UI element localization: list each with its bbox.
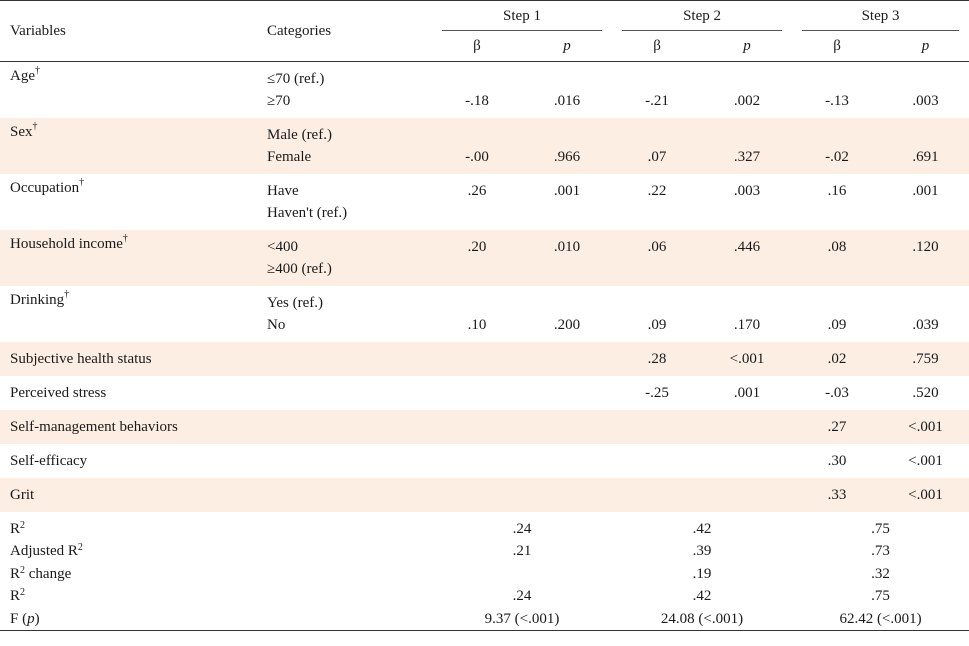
superscript: 2	[20, 564, 26, 576]
value: -.00	[465, 148, 489, 165]
value-cell	[702, 62, 792, 118]
variable-name: Grit	[10, 486, 35, 503]
value-cell	[612, 286, 702, 342]
stat-label-text: R	[10, 565, 21, 582]
value: .691	[912, 148, 939, 165]
value-cell: .33	[792, 478, 882, 512]
value-cell	[882, 62, 969, 118]
table-row	[0, 376, 969, 410]
variable-cell	[0, 62, 259, 118]
stat-value: .39	[692, 543, 712, 559]
category-cell	[259, 286, 432, 342]
value: .002	[733, 93, 761, 109]
value: .06	[647, 238, 667, 255]
value: .22	[647, 182, 667, 199]
value: .20	[467, 238, 487, 255]
value-cell	[882, 230, 969, 286]
category-cell	[259, 230, 432, 286]
value: .003	[733, 182, 761, 199]
stat-row	[0, 540, 969, 563]
value: -.13	[825, 93, 849, 109]
category-cell	[259, 410, 432, 444]
value-cell	[522, 118, 612, 174]
table-row	[0, 342, 969, 376]
value: .09	[827, 316, 847, 333]
value-cell: <.001	[908, 452, 943, 469]
value: -.21	[645, 93, 669, 109]
stat-value: .75	[871, 588, 890, 604]
value-cell: .001	[733, 384, 761, 401]
header-beta: β	[653, 37, 661, 54]
variable-cell	[0, 118, 259, 174]
value-cell	[432, 478, 522, 512]
value-cell	[522, 174, 612, 230]
category-cell	[259, 62, 432, 118]
table-row	[0, 230, 969, 286]
variable-name: Subjective health status	[10, 350, 152, 367]
value-cell	[522, 230, 612, 286]
category-label: <400	[267, 238, 298, 255]
value-cell: .28	[612, 342, 702, 376]
dagger-mark: †	[122, 232, 128, 244]
value-cell	[522, 286, 612, 342]
value-cell	[612, 230, 702, 286]
value-cell	[522, 342, 612, 376]
variable-name: Age	[10, 68, 35, 84]
header-p: p	[563, 37, 571, 54]
value-cell	[522, 478, 612, 512]
variable-cell	[0, 444, 259, 478]
category-label: No	[267, 316, 286, 333]
value-cell: .02	[792, 342, 882, 376]
stat-label	[0, 563, 432, 586]
italic-p: p	[27, 610, 35, 627]
value-cell	[522, 444, 612, 478]
value-cell	[612, 118, 702, 174]
value-cell	[792, 230, 882, 286]
header-categories: Categories	[267, 22, 332, 39]
header-step-1: Step 1	[432, 1, 612, 32]
variable-cell	[0, 376, 259, 410]
value-cell	[792, 62, 882, 118]
category-label: ≥400 (ref.)	[267, 260, 332, 277]
dagger-mark: †	[64, 288, 70, 300]
category-label: Have	[267, 182, 299, 199]
stat-value: .75	[871, 520, 890, 537]
value: .09	[647, 316, 667, 333]
value-cell	[432, 410, 522, 444]
value-cell: .27	[792, 410, 882, 444]
header-beta: β	[473, 37, 481, 54]
stat-value: 24.08 (<.001)	[660, 610, 744, 627]
stat-value: .32	[871, 565, 890, 582]
variable-cell	[0, 410, 259, 444]
stat-value: .21	[512, 543, 532, 559]
value: .07	[647, 148, 667, 165]
variable-name: Self-efficacy	[10, 452, 88, 469]
value-cell	[432, 230, 522, 286]
variable-cell	[0, 174, 259, 230]
value: .08	[827, 238, 847, 255]
variable-cell	[0, 478, 259, 512]
value-cell: .520	[912, 384, 939, 401]
stat-label	[0, 540, 432, 563]
header-step-3: Step 3	[792, 1, 969, 32]
value-cell	[702, 410, 792, 444]
category-label: ≥70	[267, 93, 291, 109]
value-cell	[702, 478, 792, 512]
value-cell	[702, 444, 792, 478]
stat-row	[0, 608, 969, 631]
value-cell	[432, 118, 522, 174]
stat-value: .42	[692, 588, 712, 604]
stat-label	[0, 608, 432, 631]
value: .26	[467, 182, 487, 199]
value-cell: -.25	[645, 384, 669, 401]
header-p: p	[743, 37, 751, 54]
stat-row	[0, 512, 969, 541]
category-label: Female	[267, 148, 312, 165]
table-row	[0, 410, 969, 444]
stat-value: 62.42 (<.001)	[839, 610, 922, 627]
value-cell: -.03	[825, 384, 849, 401]
value: .010	[553, 238, 581, 255]
value-cell	[612, 174, 702, 230]
value-cell	[522, 376, 612, 410]
value-cell	[792, 118, 882, 174]
category-label: Haven't (ref.)	[267, 204, 348, 221]
stat-label-text: R	[10, 588, 21, 604]
category-cell	[259, 174, 432, 230]
value-cell: <.001	[882, 478, 969, 512]
category-cell	[259, 376, 432, 410]
value: .966	[553, 148, 581, 165]
value-cell	[792, 174, 882, 230]
stat-value: .19	[692, 565, 712, 582]
stat-label	[0, 512, 432, 541]
superscript: 2	[20, 519, 26, 531]
variable-cell	[0, 286, 259, 342]
value-cell	[612, 478, 702, 512]
value: -.18	[465, 93, 489, 109]
header-beta: β	[833, 37, 841, 54]
value-cell: <.001	[702, 342, 792, 376]
variable-name: Household income	[10, 235, 123, 252]
table-row	[0, 444, 969, 478]
stat-label-suffix: change	[25, 565, 72, 582]
header-step-2: Step 2	[612, 1, 792, 32]
value-cell: <.001	[882, 410, 969, 444]
value: .446	[733, 238, 761, 255]
variable-name: Sex	[10, 123, 33, 140]
table-row	[0, 286, 969, 342]
table-row	[0, 478, 969, 512]
stat-label-suffix: )	[34, 610, 40, 627]
value-cell	[882, 174, 969, 230]
value-cell: .759	[882, 342, 969, 376]
category-cell	[259, 118, 432, 174]
stat-value: .24	[512, 520, 532, 537]
dagger-mark: †	[79, 176, 85, 188]
category-label: Yes (ref.)	[267, 294, 323, 311]
value-cell	[522, 62, 612, 118]
value-cell	[882, 118, 969, 174]
header-p: p	[921, 37, 930, 54]
table-row	[0, 174, 969, 230]
value-cell	[432, 444, 522, 478]
value: .003	[912, 93, 939, 109]
value: .039	[912, 316, 939, 333]
value-cell	[432, 342, 522, 376]
variable-name: Perceived stress	[10, 384, 107, 401]
value-cell	[432, 174, 522, 230]
stat-row	[0, 563, 969, 586]
value: .001	[912, 182, 939, 199]
value-cell: .30	[827, 452, 847, 469]
stat-value	[432, 563, 612, 586]
stat-value: .24	[512, 588, 532, 604]
value-cell	[432, 286, 522, 342]
dagger-mark: †	[32, 120, 38, 132]
value: .10	[467, 316, 487, 333]
table-row	[0, 62, 969, 118]
variable-cell	[0, 230, 259, 286]
value-cell	[432, 62, 522, 118]
value: .170	[733, 316, 761, 333]
value-cell	[702, 286, 792, 342]
variable-name: Self-management behaviors	[10, 418, 178, 435]
category-label: Male (ref.)	[267, 126, 332, 143]
value: .16	[827, 182, 847, 199]
stat-row	[0, 585, 969, 608]
stat-label-text: Adjusted R	[10, 543, 78, 559]
value-cell	[612, 444, 702, 478]
value: -.02	[825, 148, 849, 165]
value: .016	[553, 93, 581, 109]
stat-value: .42	[692, 520, 712, 537]
value: .327	[733, 148, 761, 165]
category-cell	[259, 478, 432, 512]
header-variables: Variables	[10, 22, 66, 39]
variable-name: Drinking	[10, 291, 65, 308]
stat-value: .73	[871, 543, 890, 559]
value-cell	[612, 410, 702, 444]
stat-label	[0, 585, 432, 608]
superscript: 2	[77, 542, 83, 553]
value: .200	[553, 316, 581, 333]
value-cell	[432, 376, 522, 410]
value-cell	[702, 230, 792, 286]
value-cell	[522, 410, 612, 444]
value-cell	[702, 174, 792, 230]
category-cell	[259, 342, 432, 376]
dagger-mark: †	[35, 65, 40, 76]
superscript: 2	[20, 587, 26, 598]
stat-label-text: R	[10, 520, 21, 537]
category-label: ≤70 (ref.)	[267, 71, 325, 87]
variable-name: Occupation	[10, 179, 80, 196]
value: .120	[912, 238, 939, 255]
value-cell	[702, 118, 792, 174]
stat-label-text: F (	[10, 610, 28, 627]
stat-value: 9.37 (<.001)	[484, 610, 560, 627]
value-cell	[792, 286, 882, 342]
table-row	[0, 118, 969, 174]
category-cell	[259, 444, 432, 478]
value: .001	[553, 182, 581, 199]
variable-cell	[0, 342, 259, 376]
value-cell	[882, 286, 969, 342]
value-cell	[612, 62, 702, 118]
